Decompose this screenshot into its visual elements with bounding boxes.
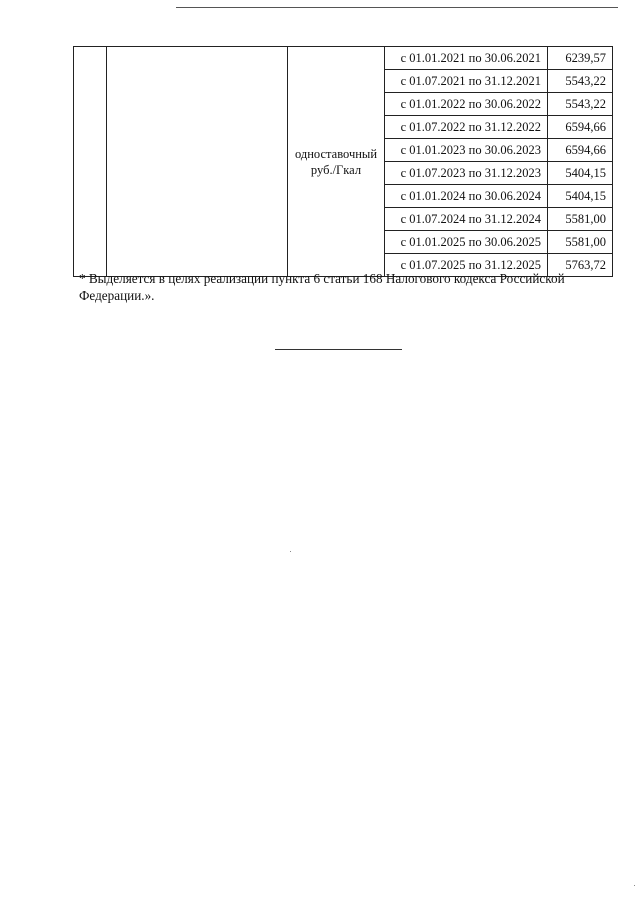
value-cell: 5763,72 xyxy=(548,254,613,277)
scan-speck xyxy=(634,885,635,886)
closing-rule xyxy=(275,349,402,350)
value-cell: 6594,66 xyxy=(548,139,613,162)
scan-speck xyxy=(290,551,291,552)
unit-label: руб./Гкал xyxy=(310,162,362,177)
period-cell: с 01.01.2024 по 30.06.2024 xyxy=(385,185,548,208)
table-row xyxy=(74,47,613,70)
period-cell: с 01.01.2021 по 30.06.2021 xyxy=(385,47,548,70)
value-cell: 6594,66 xyxy=(548,116,613,139)
table-cell-number xyxy=(74,47,107,277)
tariff-table xyxy=(73,46,613,277)
value-cell: 5543,22 xyxy=(548,93,613,116)
value-cell: 5404,15 xyxy=(548,162,613,185)
tariff-table-body xyxy=(74,47,613,277)
value-cell: 6239,57 xyxy=(548,47,613,70)
period-cell: с 01.07.2024 по 31.12.2024 xyxy=(385,208,548,231)
period-cell: с 01.07.2022 по 31.12.2022 xyxy=(385,116,548,139)
value-cell: 5543,22 xyxy=(548,70,613,93)
value-cell: 5581,00 xyxy=(548,231,613,254)
table-cell-unit xyxy=(288,47,385,277)
value-cell: 5404,15 xyxy=(548,185,613,208)
tariff-type-label: одноставочный xyxy=(294,146,378,161)
period-cell: с 01.07.2025 по 31.12.2025 xyxy=(385,254,548,277)
table-cell-name xyxy=(107,47,288,277)
period-cell: с 01.01.2025 по 30.06.2025 xyxy=(385,231,548,254)
period-cell: с 01.01.2023 по 30.06.2023 xyxy=(385,139,548,162)
period-cell: с 01.07.2021 по 31.12.2021 xyxy=(385,70,548,93)
footnote: * Выделяется в целях реализации пункта 6 статьи 168 Налогового кодекса Российской Федерации.». xyxy=(79,271,565,303)
period-cell: с 01.01.2022 по 30.06.2022 xyxy=(385,93,548,116)
top-rule xyxy=(176,7,618,8)
value-cell: 5581,00 xyxy=(548,208,613,231)
period-cell: с 01.07.2023 по 31.12.2023 xyxy=(385,162,548,185)
